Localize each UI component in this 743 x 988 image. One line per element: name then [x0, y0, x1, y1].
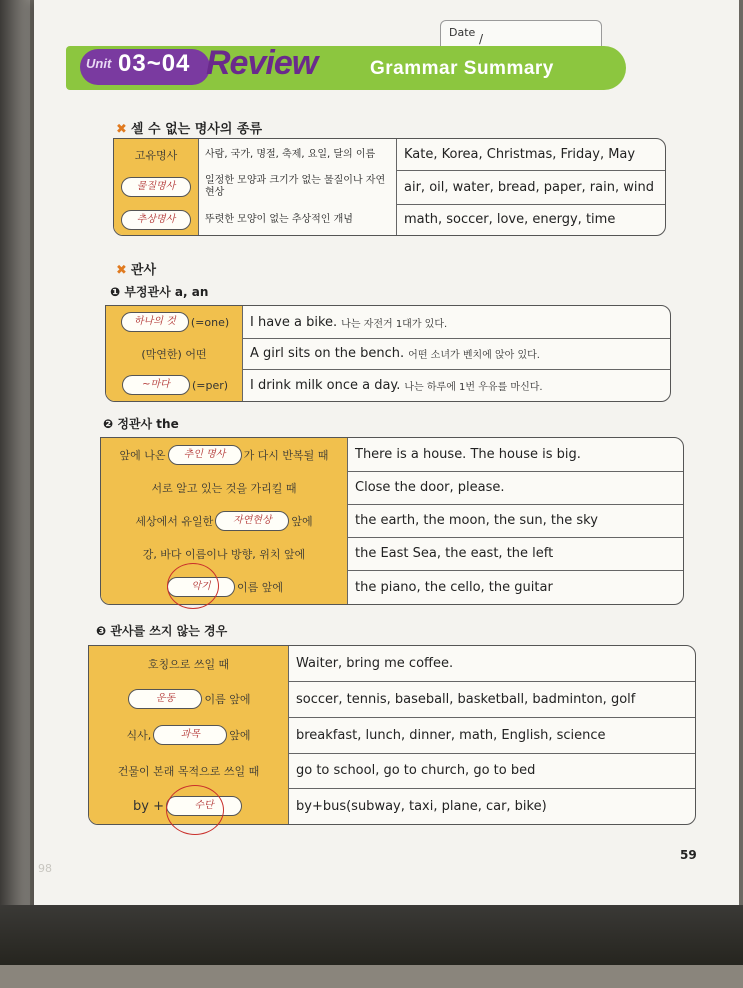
example-cell — [242, 338, 670, 369]
unit-range: 03~04 — [118, 50, 191, 77]
subtitle-no-article: ❸ 관사를 쓰지 않는 경우 — [96, 624, 228, 638]
date-label: Date — [449, 26, 476, 39]
example-sentence: go to school, go to church, go to bed — [288, 753, 695, 788]
noun-type-label — [114, 170, 198, 204]
table-row — [114, 139, 665, 171]
book-binding-shadow — [0, 905, 743, 965]
example-sentence: I drink milk once a day. — [250, 377, 401, 393]
fill-blank: 추상명사 — [121, 210, 191, 230]
table-row — [101, 438, 683, 472]
table-row — [89, 646, 695, 682]
usage-text: 앞에 나온 — [119, 448, 166, 462]
fill-blank: 자연현상 — [215, 511, 289, 531]
table-row — [106, 369, 670, 401]
usage-label: 호칭으로 쓰일 때 — [89, 646, 288, 681]
example-sentence: the piano, the cello, the guitar — [347, 570, 683, 604]
table-row — [114, 170, 665, 205]
uncountable-table — [113, 138, 666, 236]
fill-blank: ~마다 — [122, 375, 190, 395]
subtitle-definite: ❷ 정관사 the — [103, 417, 179, 431]
table-row — [106, 306, 670, 339]
table-row — [89, 717, 695, 754]
example-cell — [242, 306, 670, 338]
table-row — [114, 204, 665, 235]
pen-circle-mark — [167, 563, 219, 609]
pen-circle-mark — [166, 785, 224, 835]
example-cell — [242, 369, 670, 401]
usage-text: (=per) — [191, 378, 229, 392]
section-title-articles — [116, 259, 156, 278]
table-row — [101, 471, 683, 505]
section-title-text: 셀 수 없는 명사의 종류 — [130, 122, 263, 137]
fill-blank: 하나의 것 — [121, 312, 189, 332]
x-mark-icon: ✖ — [116, 122, 127, 137]
fill-blank: 운동 — [128, 689, 202, 709]
fill-blank: 악기 — [167, 577, 235, 597]
noun-type-examples: air, oil, water, bread, paper, rain, wind — [396, 170, 665, 204]
example-sentence: A girl sits on the bench. — [250, 346, 405, 361]
usage-label — [101, 504, 347, 537]
example-sentence: breakfast, lunch, dinner, math, English, science — [288, 717, 695, 753]
usage-text: 식사, — [126, 729, 152, 742]
indefinite-article-table — [105, 305, 671, 402]
fill-blank: 물질명사 — [121, 177, 191, 197]
example-sentence: I have a bike. — [250, 314, 338, 330]
example-translation: 나는 자전거 1대가 있다. — [341, 318, 448, 330]
noun-type-desc: 뚜렷한 모양이 없는 추상적인 개념 — [198, 204, 396, 235]
section-title-text: 관사 — [130, 263, 157, 278]
usage-text: 앞에 — [229, 729, 251, 742]
example-translation: 어떤 소녀가 벤치에 앉아 있다. — [408, 350, 540, 361]
usage-text: 이름 앞에 — [236, 581, 283, 594]
noun-type-desc: 사람, 국가, 명절, 축제, 요일, 달의 이름 — [198, 139, 396, 170]
example-sentence: by+bus(subway, taxi, plane, car, bike) — [288, 788, 695, 824]
subtitle-indefinite: ❶ 부정관사 a, an — [110, 285, 209, 299]
usage-label — [106, 306, 242, 338]
table-row — [106, 338, 670, 370]
usage-text: by + — [133, 798, 164, 814]
usage-text: 이름 앞에 — [204, 693, 251, 706]
grammar-summary-title: Grammar Summary — [370, 58, 554, 79]
noun-type-label — [114, 204, 198, 235]
noun-type-desc: 일정한 모양과 크기가 없는 물질이나 자연 현상 — [198, 170, 396, 204]
fill-blank: 추인 명사 — [168, 445, 242, 465]
example-sentence: Waiter, bring me coffee. — [288, 646, 695, 681]
usage-text: 앞에 — [291, 514, 313, 528]
date-slash: / — [479, 32, 484, 46]
x-mark-icon: ✖ — [116, 263, 127, 278]
background-surface — [0, 965, 743, 988]
usage-text: 세상에서 유일한 — [135, 514, 214, 528]
usage-label — [106, 369, 242, 401]
fill-blank: 수단 — [166, 796, 242, 816]
faint-page-number: 98 — [38, 862, 52, 875]
usage-label: 서로 알고 있는 것을 가리킬 때 — [101, 471, 347, 504]
table-row — [101, 504, 683, 538]
usage-label: 강, 바다 이름이나 방향, 위치 앞에 — [101, 537, 347, 570]
example-sentence: soccer, tennis, baseball, basketball, badminton, golf — [288, 681, 695, 717]
table-row — [89, 681, 695, 718]
noun-type-label: 고유명사 — [114, 139, 198, 170]
book-gutter — [0, 0, 30, 930]
section-title-uncountable — [116, 118, 262, 137]
unit-label: Unit — [86, 56, 112, 71]
fill-blank: 과목 — [153, 725, 227, 745]
usage-text: 가 다시 반복될 때 — [243, 448, 329, 462]
usage-text: (=one) — [190, 315, 230, 329]
review-title: Review — [206, 44, 318, 82]
example-sentence: the earth, the moon, the sun, the sky — [347, 504, 683, 537]
noun-type-examples: math, soccer, love, energy, time — [396, 204, 665, 235]
table-row — [89, 753, 695, 789]
page-number: 59 — [680, 848, 697, 862]
example-sentence: Close the door, please. — [347, 471, 683, 504]
usage-label — [89, 717, 288, 753]
example-sentence: the East Sea, the east, the left — [347, 537, 683, 570]
example-sentence: There is a house. The house is big. — [347, 438, 683, 471]
usage-label — [101, 570, 347, 604]
noun-type-examples: Kate, Korea, Christmas, Friday, May — [396, 139, 665, 170]
usage-label: (막연한) 어떤 — [106, 338, 242, 369]
usage-label — [101, 438, 347, 471]
usage-label: 건물이 본래 목적으로 쓰일 때 — [89, 753, 288, 788]
example-translation: 나는 하루에 1번 우유를 마신다. — [404, 381, 543, 393]
usage-label — [89, 681, 288, 717]
